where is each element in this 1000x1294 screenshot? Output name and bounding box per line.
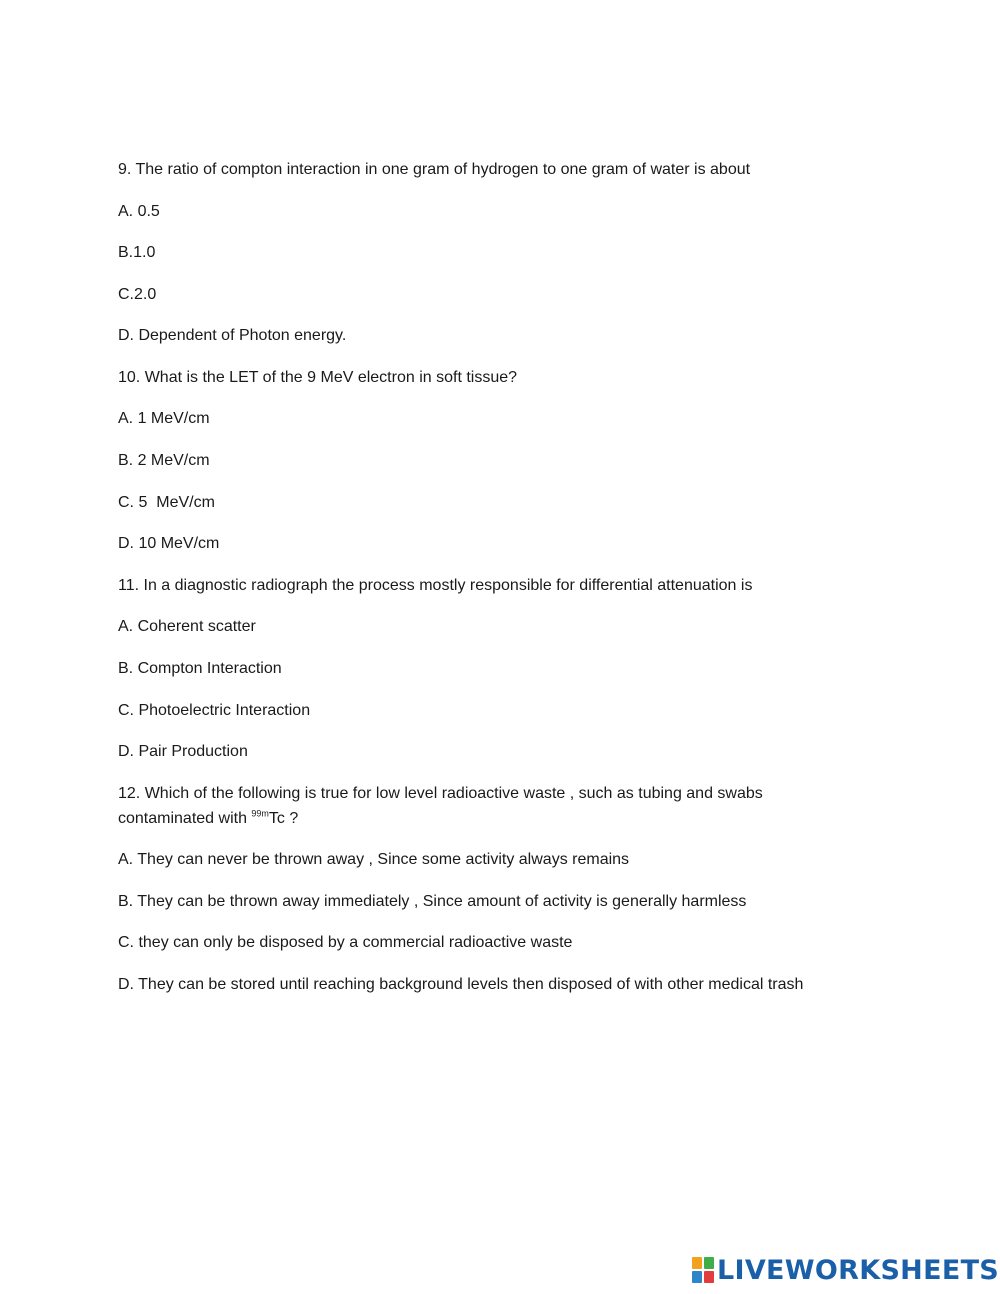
- logo-badge-l: [692, 1257, 702, 1269]
- isotope-superscript: 99m: [251, 808, 269, 819]
- question-11-option-c: C. Photoelectric Interaction: [118, 702, 311, 719]
- question-12-stem-post: Tc ?: [268, 810, 299, 827]
- question-10-stem: 10. What is the LET of the 9 MeV electron in soft tissue?: [118, 369, 518, 386]
- question-12-option-a: A. They can never be thrown away , Since some activity always remains: [118, 851, 630, 868]
- question-12-stem-pre: contaminated with: [118, 810, 252, 827]
- question-12-option-d: D. They can be stored until reaching background levels then disposed of with other medical trash: [118, 976, 804, 993]
- logo-badge-icon: [692, 1257, 714, 1283]
- question-12-option-b: B. They can be thrown away immediately , Since amount of activity is generally harmless: [118, 893, 747, 910]
- question-12-stem-line1: 12. Which of the following is true for low level radioactive waste , such as tubing and swabs: [118, 785, 763, 802]
- logo-badge-v: [692, 1271, 702, 1283]
- question-9-option-b: B.1.0: [118, 244, 156, 261]
- liveworksheets-logo: [692, 1253, 999, 1287]
- logo-badge-i: [704, 1257, 714, 1269]
- question-10-option-d: D. 10 MeV/cm: [118, 535, 220, 552]
- question-11-option-b: B. Compton Interaction: [118, 660, 282, 677]
- question-10-option-b: B. 2 MeV/cm: [118, 452, 210, 469]
- question-9-stem: 9. The ratio of compton interaction in one gram of hydrogen to one gram of water is about: [118, 161, 751, 178]
- logo-text: LIVEWORKSHEETS: [717, 1254, 1000, 1286]
- question-9-option-d: D. Dependent of Photon energy.: [118, 327, 347, 344]
- question-10-option-a: A. 1 MeV/cm: [118, 410, 210, 427]
- question-9-option-c: C.2.0: [118, 286, 157, 303]
- question-11-option-d: D. Pair Production: [118, 743, 248, 760]
- question-9-option-a: A. 0.5: [118, 203, 160, 220]
- question-12-stem-line2: [118, 808, 298, 830]
- question-11-stem: 11. In a diagnostic radiograph the process mostly responsible for differential attenuation is: [118, 577, 753, 594]
- question-10-option-c: C. 5 MeV/cm: [118, 494, 215, 511]
- question-11-option-a: A. Coherent scatter: [118, 618, 256, 635]
- question-12-option-c: C. they can only be disposed by a commercial radioactive waste: [118, 934, 573, 951]
- logo-badge-e: [704, 1271, 714, 1283]
